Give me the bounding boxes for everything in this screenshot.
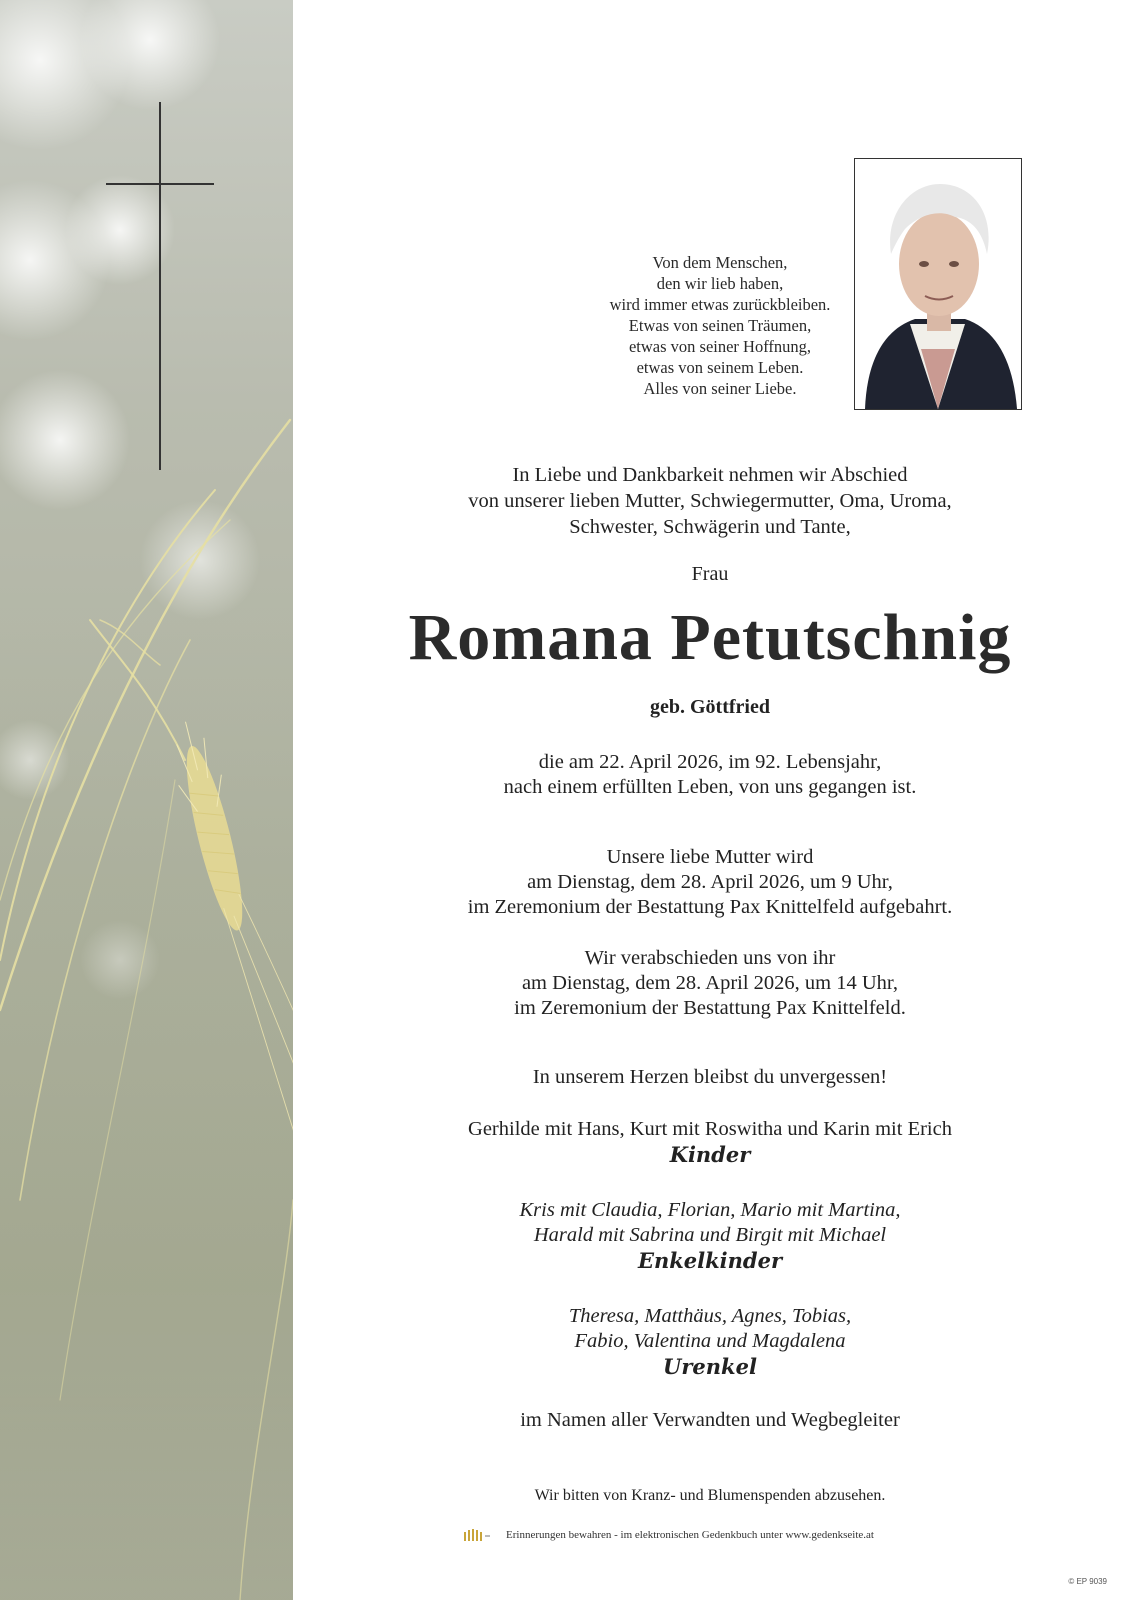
cross-icon xyxy=(0,0,293,500)
viewing-info xyxy=(370,845,1050,920)
farewell-info xyxy=(370,946,1050,1021)
viewing-line: Unsere liebe Mutter wird xyxy=(606,846,814,868)
viewing-line: am Dienstag, dem 28. April 2026, um 9 Uhr, xyxy=(527,871,893,893)
wheat-background-panel xyxy=(0,0,293,1600)
poem-line: Von dem Menschen, xyxy=(652,253,788,272)
death-notice xyxy=(370,750,1050,800)
maiden-name: geb. Göttfried xyxy=(650,696,770,718)
grandchildren-role: Enkelkinder xyxy=(637,1248,783,1273)
children-section xyxy=(370,1117,1050,1167)
great-grandchildren-line: Theresa, Matthäus, Agnes, Tobias, xyxy=(568,1305,852,1327)
great-grandchildren-section xyxy=(370,1304,1050,1379)
farewell-line: im Zeremonium der Bestattung Pax Knittelfeld. xyxy=(514,997,906,1019)
deceased-name: Romana Petutschnig xyxy=(408,601,1012,674)
intro-line: von unserer lieben Mutter, Schwiegermutter, Oma, Uroma, xyxy=(468,490,952,512)
grandchildren-line: Harald mit Sabrina und Birgit mit Michael xyxy=(533,1224,887,1246)
intro-text xyxy=(370,462,1050,540)
farewell-line: am Dienstag, dem 28. April 2026, um 14 Uhr, xyxy=(521,972,899,994)
poem-line: wird immer etwas zurückbleiben. xyxy=(609,295,831,314)
salutation: Frau xyxy=(691,563,729,585)
memorial-link-text[interactable]: Erinnerungen bewahren - im elektronischen Gedenkbuch unter www.gedenkseite.at xyxy=(506,1529,874,1541)
closing-line: im Namen aller Verwandten und Wegbegleiter xyxy=(520,1409,900,1431)
great-grandchildren-role: Urenkel xyxy=(663,1354,757,1379)
funeral-logo-icon xyxy=(464,1529,490,1541)
grandchildren-line: Kris mit Claudia, Florian, Mario mit Martina, xyxy=(519,1199,901,1221)
donation-note: Wir bitten von Kranz- und Blumenspenden abzusehen. xyxy=(534,1487,886,1504)
death-line: nach einem erfüllten Leben, von uns gegangen ist. xyxy=(503,776,917,798)
children-role: Kinder xyxy=(669,1142,751,1167)
poem-line: etwas von seinem Leben. xyxy=(636,358,804,377)
great-grandchildren-line: Fabio, Valentina und Magdalena xyxy=(574,1330,846,1352)
grandchildren-section xyxy=(370,1198,1050,1273)
footer xyxy=(464,1529,1024,1541)
intro-line: In Liebe und Dankbarkeit nehmen wir Abschied xyxy=(512,464,908,486)
poem-line: den wir lieb haben, xyxy=(656,274,784,293)
poem-line: Alles von seiner Liebe. xyxy=(643,379,797,398)
intro-line: Schwester, Schwägerin und Tante, xyxy=(569,516,851,538)
death-line: die am 22. April 2026, im 92. Lebensjahr, xyxy=(538,751,882,773)
children-names: Gerhilde mit Hans, Kurt mit Roswitha und Karin mit Erich xyxy=(468,1118,952,1140)
viewing-line: im Zeremonium der Bestattung Pax Knittelfeld aufgebahrt. xyxy=(467,896,953,918)
document-code: © EP 9039 xyxy=(1068,1577,1107,1586)
poem-line: etwas von seiner Hoffnung, xyxy=(628,337,812,356)
farewell-line: Wir verabschieden uns von ihr xyxy=(584,947,836,969)
remembrance-line: In unserem Herzen bleibst du unvergessen! xyxy=(532,1066,888,1088)
poem-line: Etwas von seinen Träumen, xyxy=(628,316,812,335)
poem xyxy=(460,252,980,399)
